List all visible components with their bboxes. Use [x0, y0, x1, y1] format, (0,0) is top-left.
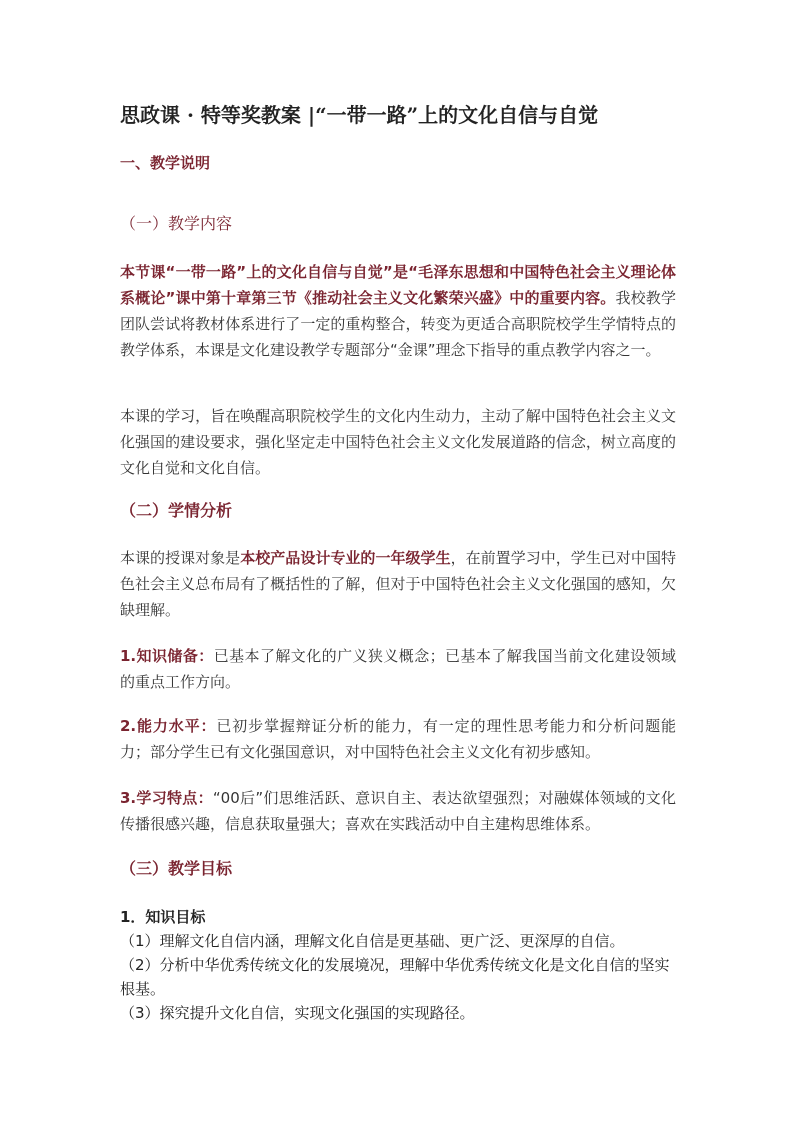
audience-highlight-text: 本校产品设计专业的一年级学生 [240, 549, 451, 567]
analysis-point-knowledge [120, 643, 676, 695]
knowledge-goals-list [120, 905, 676, 1025]
analysis-point-label: 2.能力水平： [120, 717, 217, 735]
analysis-point-text: 已初步掌握辩证分析的能力，有一定的理性思考能力和分析问题能力；部分学生已有文化强国意识，对中国特色社会主义文化有初步感知。 [120, 717, 676, 761]
knowledge-goals-heading: 1．知识目标 [120, 908, 206, 926]
analysis-point-learning-traits [120, 785, 676, 837]
section-heading-teaching-description: 一、教学说明 [120, 154, 211, 172]
subsection-heading-learning-analysis: （二）学情分析 [120, 501, 233, 520]
analysis-point-label: 3.学习特点： [120, 789, 213, 807]
analysis-point-text: 已基本了解文化的广义狭义概念；已基本了解我国当前文化建设领域的重点工作方向。 [120, 647, 676, 691]
analysis-point-text: “00后”们思维活跃、意识自主、表达欲望强烈；对融媒体领域的文化传播很感兴趣，信息获取量强大；喜欢在实践活动中自主建构思维体系。 [120, 789, 676, 833]
goal-item: （3）探究提升文化自信，实现文化强国的实现路径。 [120, 1004, 475, 1022]
teaching-content-paragraph-1 [120, 259, 676, 363]
learning-analysis-paragraph [120, 545, 676, 623]
analysis-point-label: 1.知识储备： [120, 647, 214, 665]
course-description-text: 我校教学团队尝试将教材体系进行了一定的重构整合，转变为更适合高职院校学生学情特点的教学体系，本课是文化建设教学专题部分“金课”理念下指导的重点教学内容之一。 [120, 289, 676, 359]
goal-item: （1）理解文化自信内涵，理解文化自信是更基础、更广泛、更深厚的自信。 [120, 932, 625, 950]
audience-intro-text: 本课的授课对象是 [120, 549, 241, 567]
teaching-content-paragraph-2: 本课的学习，旨在唤醒高职院校学生的文化内生动力，主动了解中国特色社会主义文化强国的建设要求，强化坚定走中国特色社会主义文化发展道路的信念，树立高度的文化自觉和文化自信。 [120, 407, 676, 477]
audience-description-text: ，在前置学习中，学生已对中国特色社会主义总布局有了概括性的了解，但对于中国特色社会主义文化强国的感知，欠缺理解。 [120, 549, 676, 619]
document-title: 思政课 · 特等奖教案 |“一带一路”上的文化自信与自觉 [120, 103, 599, 127]
subsection-heading-teaching-goals: （三）教学目标 [120, 859, 233, 878]
analysis-point-ability [120, 713, 676, 765]
course-highlight-text: 本节课“一带一路”上的文化自信与自觉”是“毛泽东思想和中国特色社会主义理论体系概论”课中第十章第三节《推动社会主义文化繁荣兴盛》中的重要内容。 [120, 263, 676, 307]
subsection-heading-teaching-content: （一）教学内容 [120, 214, 233, 233]
goal-item: （2）分析中华优秀传统文化的发展境况，理解中华优秀传统文化是文化自信的坚实根基。 [120, 956, 670, 998]
